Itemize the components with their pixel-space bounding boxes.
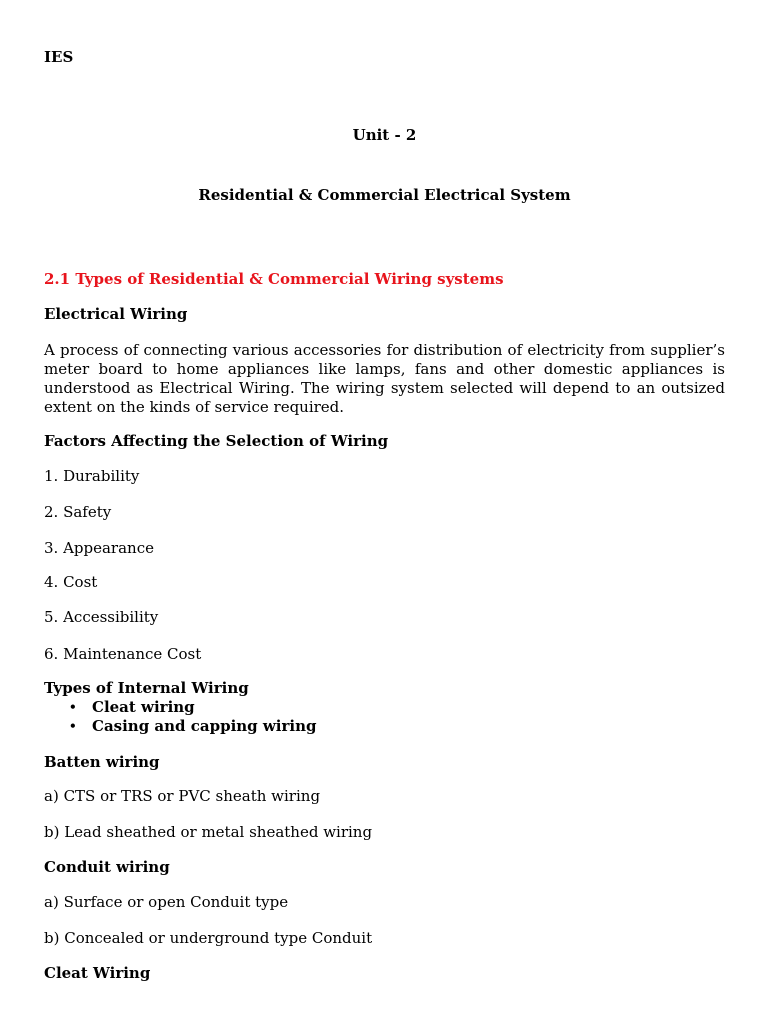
- list-item-label: Cleat wiring: [92, 698, 195, 716]
- list-item: [44, 698, 317, 717]
- conduit-item: b) Concealed or underground type Conduit: [44, 929, 373, 947]
- factor-item: 1. Durability: [44, 467, 140, 485]
- unit-title: Unit - 2: [352, 126, 417, 144]
- document-page: [44, 0, 725, 1024]
- batten-wiring-heading: Batten wiring: [44, 753, 160, 771]
- internal-wiring-heading: Types of Internal Wiring: [44, 679, 249, 697]
- document-title: Residential & Commercial Electrical System: [198, 186, 571, 204]
- factor-item: 2. Safety: [44, 503, 112, 521]
- section-heading: 2.1 Types of Residential & Commercial Wiring systems: [44, 270, 504, 288]
- bullet-icon: •: [69, 700, 77, 714]
- org-label: IES: [44, 48, 74, 66]
- internal-wiring-list: [44, 698, 317, 736]
- cleat-wiring-heading: Cleat Wiring: [44, 964, 151, 982]
- batten-item: b) Lead sheathed or metal sheathed wiring: [44, 823, 373, 841]
- factor-item: 4. Cost: [44, 573, 98, 591]
- factor-item: 6. Maintenance Cost: [44, 645, 202, 663]
- conduit-wiring-heading: Conduit wiring: [44, 858, 170, 876]
- factors-heading: Factors Affecting the Selection of Wiring: [44, 432, 389, 450]
- list-item-label: Casing and capping wiring: [92, 717, 317, 735]
- electrical-wiring-paragraph: A process of connecting various accessories for distribution of electricity from supplier’s meter board to home appliances like lamps, fans and other domestic appliances is understood as Electrical Wiring. The wiring system selected will depend to an outsized extent on the kinds of service required.: [44, 341, 725, 416]
- conduit-item: a) Surface or open Conduit type: [44, 893, 289, 911]
- factor-item: 5. Accessibility: [44, 608, 159, 626]
- factor-item: 3. Appearance: [44, 539, 154, 557]
- batten-item: a) CTS or TRS or PVC sheath wiring: [44, 787, 321, 805]
- electrical-wiring-heading: Electrical Wiring: [44, 305, 188, 323]
- bullet-icon: •: [69, 719, 77, 733]
- list-item: [44, 717, 317, 736]
